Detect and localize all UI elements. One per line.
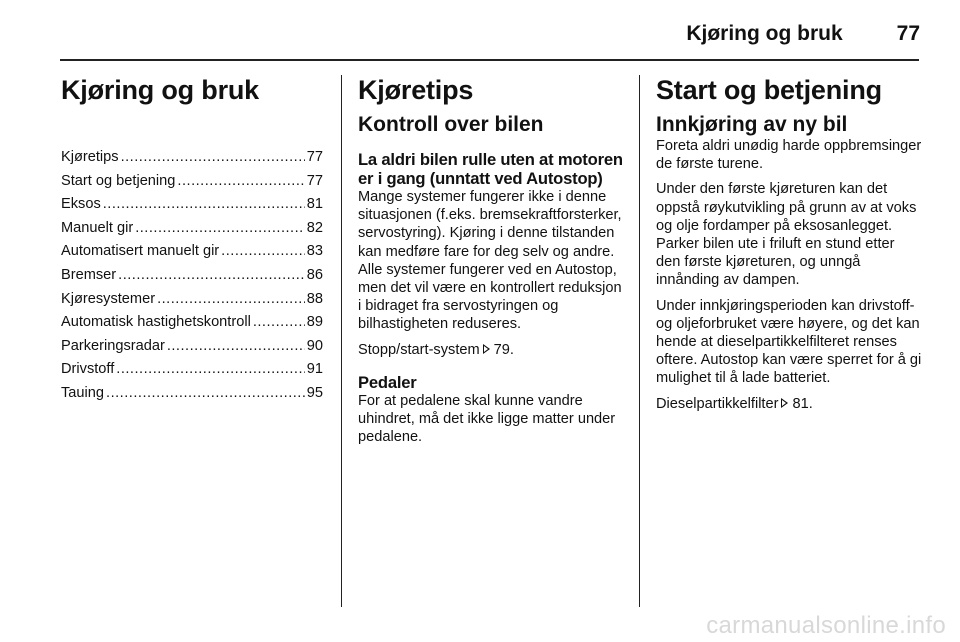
toc-leader [103,195,305,213]
toc-leader [118,266,305,284]
chapter-title: Kjøring og bruk [61,75,259,105]
toc-item-label: Bremser [61,266,117,283]
toc-item-label: Automatisk hastighetskontroll [61,314,251,331]
pedals-body: For at pedalene skal kunne vandre uhindret, må det ikke ligge matter under pedalene. [358,392,616,446]
running-head-title: Kjøring og bruk [686,22,843,45]
column-divider-2 [639,75,640,607]
toc-item-page: 81 [306,196,323,213]
cross-reference [358,341,623,359]
toc-item[interactable] [61,337,323,361]
xref-label: Dieselpartikkelfilter [656,395,779,412]
toc-item[interactable] [61,313,323,337]
toc-item-page: 82 [306,219,323,236]
toc-leader [177,172,304,190]
toc-item[interactable] [61,172,323,196]
toc-item[interactable] [61,290,323,314]
toc-item-page: 90 [306,337,323,354]
toc-column [61,74,323,408]
running-head [60,14,920,54]
watermark: carmanualsonline.info [706,612,946,639]
toc-item-page: 89 [306,314,323,331]
paragraph-1: Foreta aldri unødig harde oppbremsinger de første turene. [656,138,922,173]
cross-reference [656,395,922,413]
header-rule [60,59,919,61]
toc-item[interactable] [61,148,323,172]
toc-item-label: Kjøresystemer [61,290,156,307]
toc-item-label: Parkeringsradar [61,337,165,354]
toc-item-page: 95 [306,384,323,401]
subheading-vehicle-control: Kontroll over bilen [358,113,544,136]
xref-label: Stopp/start-system [358,341,480,358]
section-heading-start-operation: Start og betjening [656,75,882,105]
toc-item-label: Automatisert manuelt gir [61,243,220,260]
section-heading-driving-tips: Kjøretips [358,75,474,105]
page-reference-icon [483,344,490,354]
toc-item-label: Tauing [61,384,105,401]
toc-leader [157,290,305,308]
xref-page[interactable]: 81. [792,395,813,412]
toc-leader [116,360,305,378]
warning-heading: La aldri bilen rulle uten at motoren er i gang (unntatt ved Autostop) [358,150,623,188]
paragraph-3: Under innkjøringsperioden kan drivstoff- og oljeforbruket være høyere, og det kan hende at dieselpartikkelfilteret renses oftere. Autostop kan være sperret for å gi mulighet til å lade batteriet. [656,297,922,387]
start-operation-column [656,74,922,420]
toc-leader [135,219,305,237]
toc-item-page: 86 [306,266,323,283]
subheading-running-in: Innkjøring av ny bil [656,113,848,136]
page-number: 77 [896,22,920,45]
toc-item-page: 88 [306,290,323,307]
toc-item-label: Start og betjening [61,172,176,189]
driving-tips-column [358,74,623,453]
toc-item[interactable] [61,360,323,384]
toc-item-label: Manuelt gir [61,219,134,236]
toc-item-label: Kjøretips [61,149,119,165]
column-divider-1 [341,75,342,607]
toc-list [61,148,323,408]
paragraph-2: Under den første kjøreturen kan det oppstå røykutvikling på grunn av at voks og olje fordamper på eksosanlegget. Parker bilen ute i friluft en stund etter den første kjøreturen, og unngå innånding av dampen. [656,181,917,289]
toc-leader [121,148,305,166]
toc-item[interactable] [61,195,323,219]
toc-item-label: Eksos [61,196,101,213]
toc-item-page: 91 [306,361,323,378]
toc-leader [167,337,305,355]
toc-item[interactable] [61,242,323,266]
toc-item-label: Drivstoff [61,361,115,378]
subheading-pedals: Pedaler [358,372,417,392]
toc-item[interactable] [61,266,323,290]
toc-leader [253,313,305,331]
toc-item-page: 83 [306,243,323,260]
toc-leader [221,242,305,260]
toc-item-page: 77 [306,149,323,165]
xref-page[interactable]: 79. [493,341,514,358]
toc-item-page: 77 [306,172,323,189]
toc-leader [106,384,305,402]
page-reference-icon [781,398,788,408]
warning-body: Mange systemer fungerer ikke i denne situasjonen (f.eks. bremsekraftforsterker, servostyring). Kjøring i denne tilstanden kan medføre fare for deg selv og andre. Alle systemer fungerer ved en Autostop, men det vil være en kontrollert reduksjon i bidraget fra servostyringen og bilhastigheten reduseres. [358,189,622,333]
toc-item[interactable] [61,384,323,408]
toc-item[interactable] [61,219,323,243]
